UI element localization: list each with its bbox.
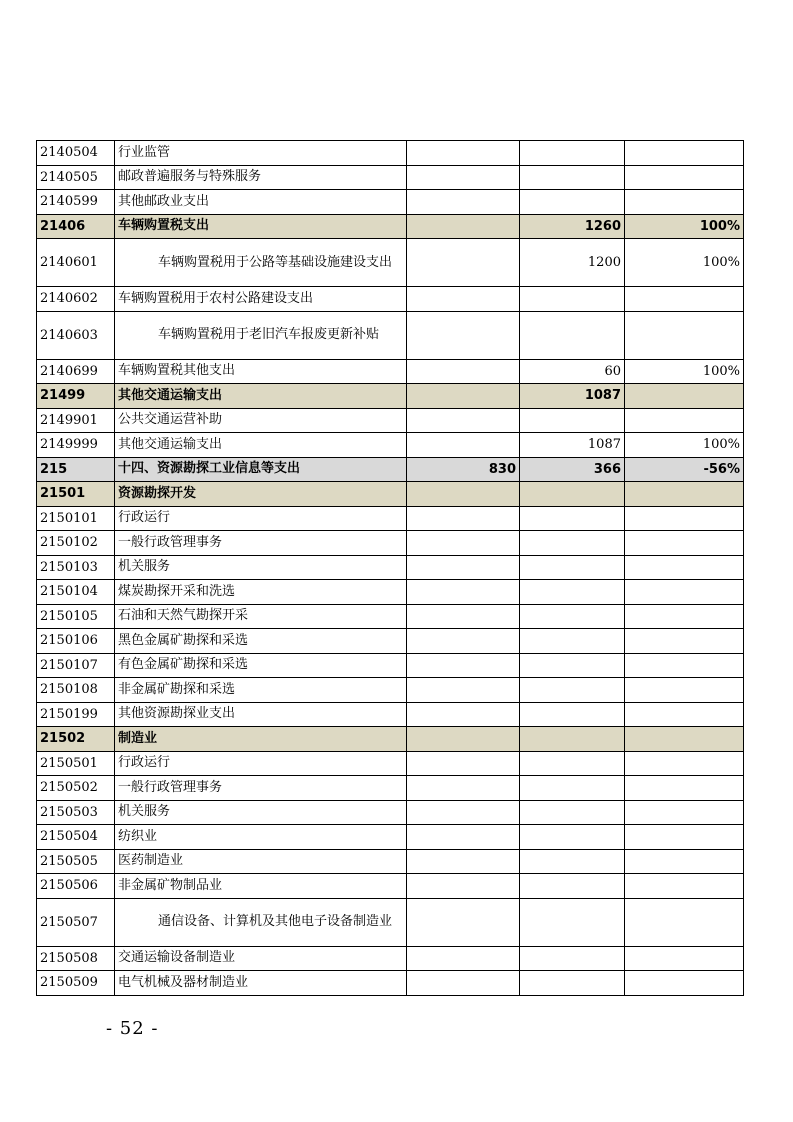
table-body xyxy=(37,141,744,996)
table-row xyxy=(37,776,744,801)
amount-cell-prev xyxy=(407,506,520,531)
amount-cell-current xyxy=(520,653,625,678)
code-cell: 2150503 xyxy=(37,800,115,825)
name-cell: 其他交通运输支出 xyxy=(115,384,407,409)
amount-cell-prev xyxy=(407,141,520,166)
amount-cell-current: 1200 xyxy=(520,239,625,287)
amount-cell-current xyxy=(520,190,625,215)
amount-cell-current xyxy=(520,702,625,727)
change-percent-cell xyxy=(625,190,744,215)
code-cell: 2150102 xyxy=(37,531,115,556)
code-cell: 21499 xyxy=(37,384,115,409)
name-cell: 非金属矿物制品业 xyxy=(115,874,407,899)
table-row xyxy=(37,190,744,215)
table-row xyxy=(37,506,744,531)
name-cell: 车辆购置税用于老旧汽车报废更新补贴 xyxy=(115,311,407,359)
table-row xyxy=(37,702,744,727)
name-cell: 十四、资源勘探工业信息等支出 xyxy=(115,457,407,482)
change-percent-cell: 100% xyxy=(625,433,744,458)
amount-cell-current xyxy=(520,629,625,654)
amount-cell-current xyxy=(520,751,625,776)
code-cell: 2140602 xyxy=(37,287,115,312)
code-cell: 21502 xyxy=(37,727,115,752)
name-cell: 资源勘探开发 xyxy=(115,482,407,507)
amount-cell-prev xyxy=(407,874,520,899)
code-cell: 2150106 xyxy=(37,629,115,654)
table-section-row xyxy=(37,457,744,482)
change-percent-cell xyxy=(625,165,744,190)
code-cell: 2140699 xyxy=(37,359,115,384)
table-row xyxy=(37,165,744,190)
change-percent-cell xyxy=(625,506,744,531)
change-percent-cell xyxy=(625,825,744,850)
amount-cell-current xyxy=(520,580,625,605)
name-cell: 行政运行 xyxy=(115,751,407,776)
table-group-row xyxy=(37,214,744,239)
change-percent-cell: 100% xyxy=(625,239,744,287)
page-number: - 52 - xyxy=(106,1018,159,1039)
amount-cell-prev xyxy=(407,849,520,874)
name-cell: 黑色金属矿勘探和采选 xyxy=(115,629,407,654)
name-cell: 石油和天然气勘探开采 xyxy=(115,604,407,629)
amount-cell-prev: 830 xyxy=(407,457,520,482)
name-cell: 其他交通运输支出 xyxy=(115,433,407,458)
code-cell: 2150501 xyxy=(37,751,115,776)
table-row xyxy=(37,531,744,556)
change-percent-cell xyxy=(625,800,744,825)
code-cell: 2140505 xyxy=(37,165,115,190)
code-cell: 21406 xyxy=(37,214,115,239)
change-percent-cell xyxy=(625,946,744,971)
amount-cell-prev xyxy=(407,384,520,409)
table-row xyxy=(37,555,744,580)
amount-cell-prev xyxy=(407,604,520,629)
amount-cell-current: 1087 xyxy=(520,384,625,409)
change-percent-cell xyxy=(625,678,744,703)
code-cell: 2150508 xyxy=(37,946,115,971)
table-row xyxy=(37,604,744,629)
amount-cell-current xyxy=(520,874,625,899)
change-percent-cell: -56% xyxy=(625,457,744,482)
name-cell: 电气机械及器材制造业 xyxy=(115,971,407,996)
code-cell: 2150502 xyxy=(37,776,115,801)
table-row xyxy=(37,629,744,654)
change-percent-cell xyxy=(625,849,744,874)
amount-cell-current xyxy=(520,311,625,359)
name-cell: 其他资源勘探业支出 xyxy=(115,702,407,727)
code-cell: 2150103 xyxy=(37,555,115,580)
name-cell: 一般行政管理事务 xyxy=(115,531,407,556)
table-group-row xyxy=(37,482,744,507)
name-cell: 煤炭勘探开采和洗选 xyxy=(115,580,407,605)
name-cell: 通信设备、计算机及其他电子设备制造业 xyxy=(115,898,407,946)
amount-cell-prev xyxy=(407,359,520,384)
table-row xyxy=(37,580,744,605)
change-percent-cell xyxy=(625,555,744,580)
budget-table xyxy=(36,140,744,996)
amount-cell-prev xyxy=(407,287,520,312)
amount-cell-prev xyxy=(407,214,520,239)
change-percent-cell xyxy=(625,408,744,433)
table-row xyxy=(37,239,744,287)
amount-cell-current xyxy=(520,898,625,946)
code-cell: 2150105 xyxy=(37,604,115,629)
amount-cell-prev xyxy=(407,239,520,287)
name-cell: 车辆购置税其他支出 xyxy=(115,359,407,384)
amount-cell-prev xyxy=(407,629,520,654)
table-row xyxy=(37,874,744,899)
table-row xyxy=(37,311,744,359)
change-percent-cell xyxy=(625,384,744,409)
change-percent-cell xyxy=(625,971,744,996)
amount-cell-prev xyxy=(407,531,520,556)
name-cell: 邮政普遍服务与特殊服务 xyxy=(115,165,407,190)
code-cell: 2150507 xyxy=(37,898,115,946)
table-group-row xyxy=(37,727,744,752)
name-cell: 机关服务 xyxy=(115,800,407,825)
change-percent-cell xyxy=(625,898,744,946)
amount-cell-prev xyxy=(407,946,520,971)
change-percent-cell xyxy=(625,751,744,776)
table-row xyxy=(37,408,744,433)
amount-cell-current xyxy=(520,287,625,312)
amount-cell-current xyxy=(520,825,625,850)
amount-cell-prev xyxy=(407,971,520,996)
change-percent-cell xyxy=(625,604,744,629)
amount-cell-current xyxy=(520,555,625,580)
change-percent-cell: 100% xyxy=(625,359,744,384)
name-cell: 医药制造业 xyxy=(115,849,407,874)
name-cell: 一般行政管理事务 xyxy=(115,776,407,801)
change-percent-cell: 100% xyxy=(625,214,744,239)
amount-cell-current: 1087 xyxy=(520,433,625,458)
amount-cell-current: 366 xyxy=(520,457,625,482)
amount-cell-prev xyxy=(407,165,520,190)
amount-cell-prev xyxy=(407,825,520,850)
code-cell: 2140601 xyxy=(37,239,115,287)
change-percent-cell xyxy=(625,580,744,605)
amount-cell-current xyxy=(520,678,625,703)
amount-cell-current xyxy=(520,482,625,507)
amount-cell-prev xyxy=(407,727,520,752)
amount-cell-prev xyxy=(407,433,520,458)
code-cell: 215 xyxy=(37,457,115,482)
amount-cell-prev xyxy=(407,678,520,703)
table-row xyxy=(37,141,744,166)
name-cell: 有色金属矿勘探和采选 xyxy=(115,653,407,678)
change-percent-cell xyxy=(625,776,744,801)
name-cell: 车辆购置税支出 xyxy=(115,214,407,239)
change-percent-cell xyxy=(625,874,744,899)
table-row xyxy=(37,898,744,946)
table-row xyxy=(37,849,744,874)
table-row xyxy=(37,971,744,996)
table-row xyxy=(37,800,744,825)
amount-cell-prev xyxy=(407,653,520,678)
table-row xyxy=(37,359,744,384)
name-cell: 行政运行 xyxy=(115,506,407,531)
table-row xyxy=(37,653,744,678)
table-row xyxy=(37,825,744,850)
amount-cell-current xyxy=(520,141,625,166)
change-percent-cell xyxy=(625,311,744,359)
amount-cell-current xyxy=(520,604,625,629)
amount-cell-current xyxy=(520,727,625,752)
change-percent-cell xyxy=(625,141,744,166)
name-cell: 制造业 xyxy=(115,727,407,752)
amount-cell-prev xyxy=(407,555,520,580)
change-percent-cell xyxy=(625,287,744,312)
table-row xyxy=(37,678,744,703)
code-cell: 2150199 xyxy=(37,702,115,727)
table-group-row xyxy=(37,384,744,409)
change-percent-cell xyxy=(625,727,744,752)
amount-cell-prev xyxy=(407,898,520,946)
change-percent-cell xyxy=(625,653,744,678)
code-cell: 2140603 xyxy=(37,311,115,359)
name-cell: 其他邮政业支出 xyxy=(115,190,407,215)
code-cell: 2150504 xyxy=(37,825,115,850)
change-percent-cell xyxy=(625,531,744,556)
code-cell: 2150107 xyxy=(37,653,115,678)
code-cell: 2150108 xyxy=(37,678,115,703)
name-cell: 公共交通运营补助 xyxy=(115,408,407,433)
code-cell: 2150506 xyxy=(37,874,115,899)
amount-cell-current xyxy=(520,849,625,874)
amount-cell-prev xyxy=(407,580,520,605)
code-cell: 2140599 xyxy=(37,190,115,215)
name-cell: 非金属矿勘探和采选 xyxy=(115,678,407,703)
name-cell: 交通运输设备制造业 xyxy=(115,946,407,971)
amount-cell-prev xyxy=(407,311,520,359)
change-percent-cell xyxy=(625,482,744,507)
amount-cell-current xyxy=(520,800,625,825)
amount-cell-current xyxy=(520,971,625,996)
amount-cell-prev xyxy=(407,190,520,215)
code-cell: 21501 xyxy=(37,482,115,507)
amount-cell-prev xyxy=(407,702,520,727)
amount-cell-current xyxy=(520,408,625,433)
amount-cell-current xyxy=(520,506,625,531)
name-cell: 车辆购置税用于公路等基础设施建设支出 xyxy=(115,239,407,287)
table-row xyxy=(37,751,744,776)
code-cell: 2140504 xyxy=(37,141,115,166)
name-cell: 车辆购置税用于农村公路建设支出 xyxy=(115,287,407,312)
amount-cell-prev xyxy=(407,482,520,507)
name-cell: 纺织业 xyxy=(115,825,407,850)
code-cell: 2150505 xyxy=(37,849,115,874)
amount-cell-prev xyxy=(407,800,520,825)
code-cell: 2150104 xyxy=(37,580,115,605)
change-percent-cell xyxy=(625,702,744,727)
name-cell: 行业监管 xyxy=(115,141,407,166)
code-cell: 2149901 xyxy=(37,408,115,433)
amount-cell-prev xyxy=(407,751,520,776)
table-row xyxy=(37,287,744,312)
amount-cell-current: 1260 xyxy=(520,214,625,239)
table-row xyxy=(37,946,744,971)
code-cell: 2150509 xyxy=(37,971,115,996)
amount-cell-prev xyxy=(407,776,520,801)
code-cell: 2150101 xyxy=(37,506,115,531)
code-cell: 2149999 xyxy=(37,433,115,458)
amount-cell-current xyxy=(520,946,625,971)
name-cell: 机关服务 xyxy=(115,555,407,580)
amount-cell-current xyxy=(520,531,625,556)
amount-cell-current: 60 xyxy=(520,359,625,384)
amount-cell-prev xyxy=(407,408,520,433)
amount-cell-current xyxy=(520,776,625,801)
change-percent-cell xyxy=(625,629,744,654)
amount-cell-current xyxy=(520,165,625,190)
table-row xyxy=(37,433,744,458)
